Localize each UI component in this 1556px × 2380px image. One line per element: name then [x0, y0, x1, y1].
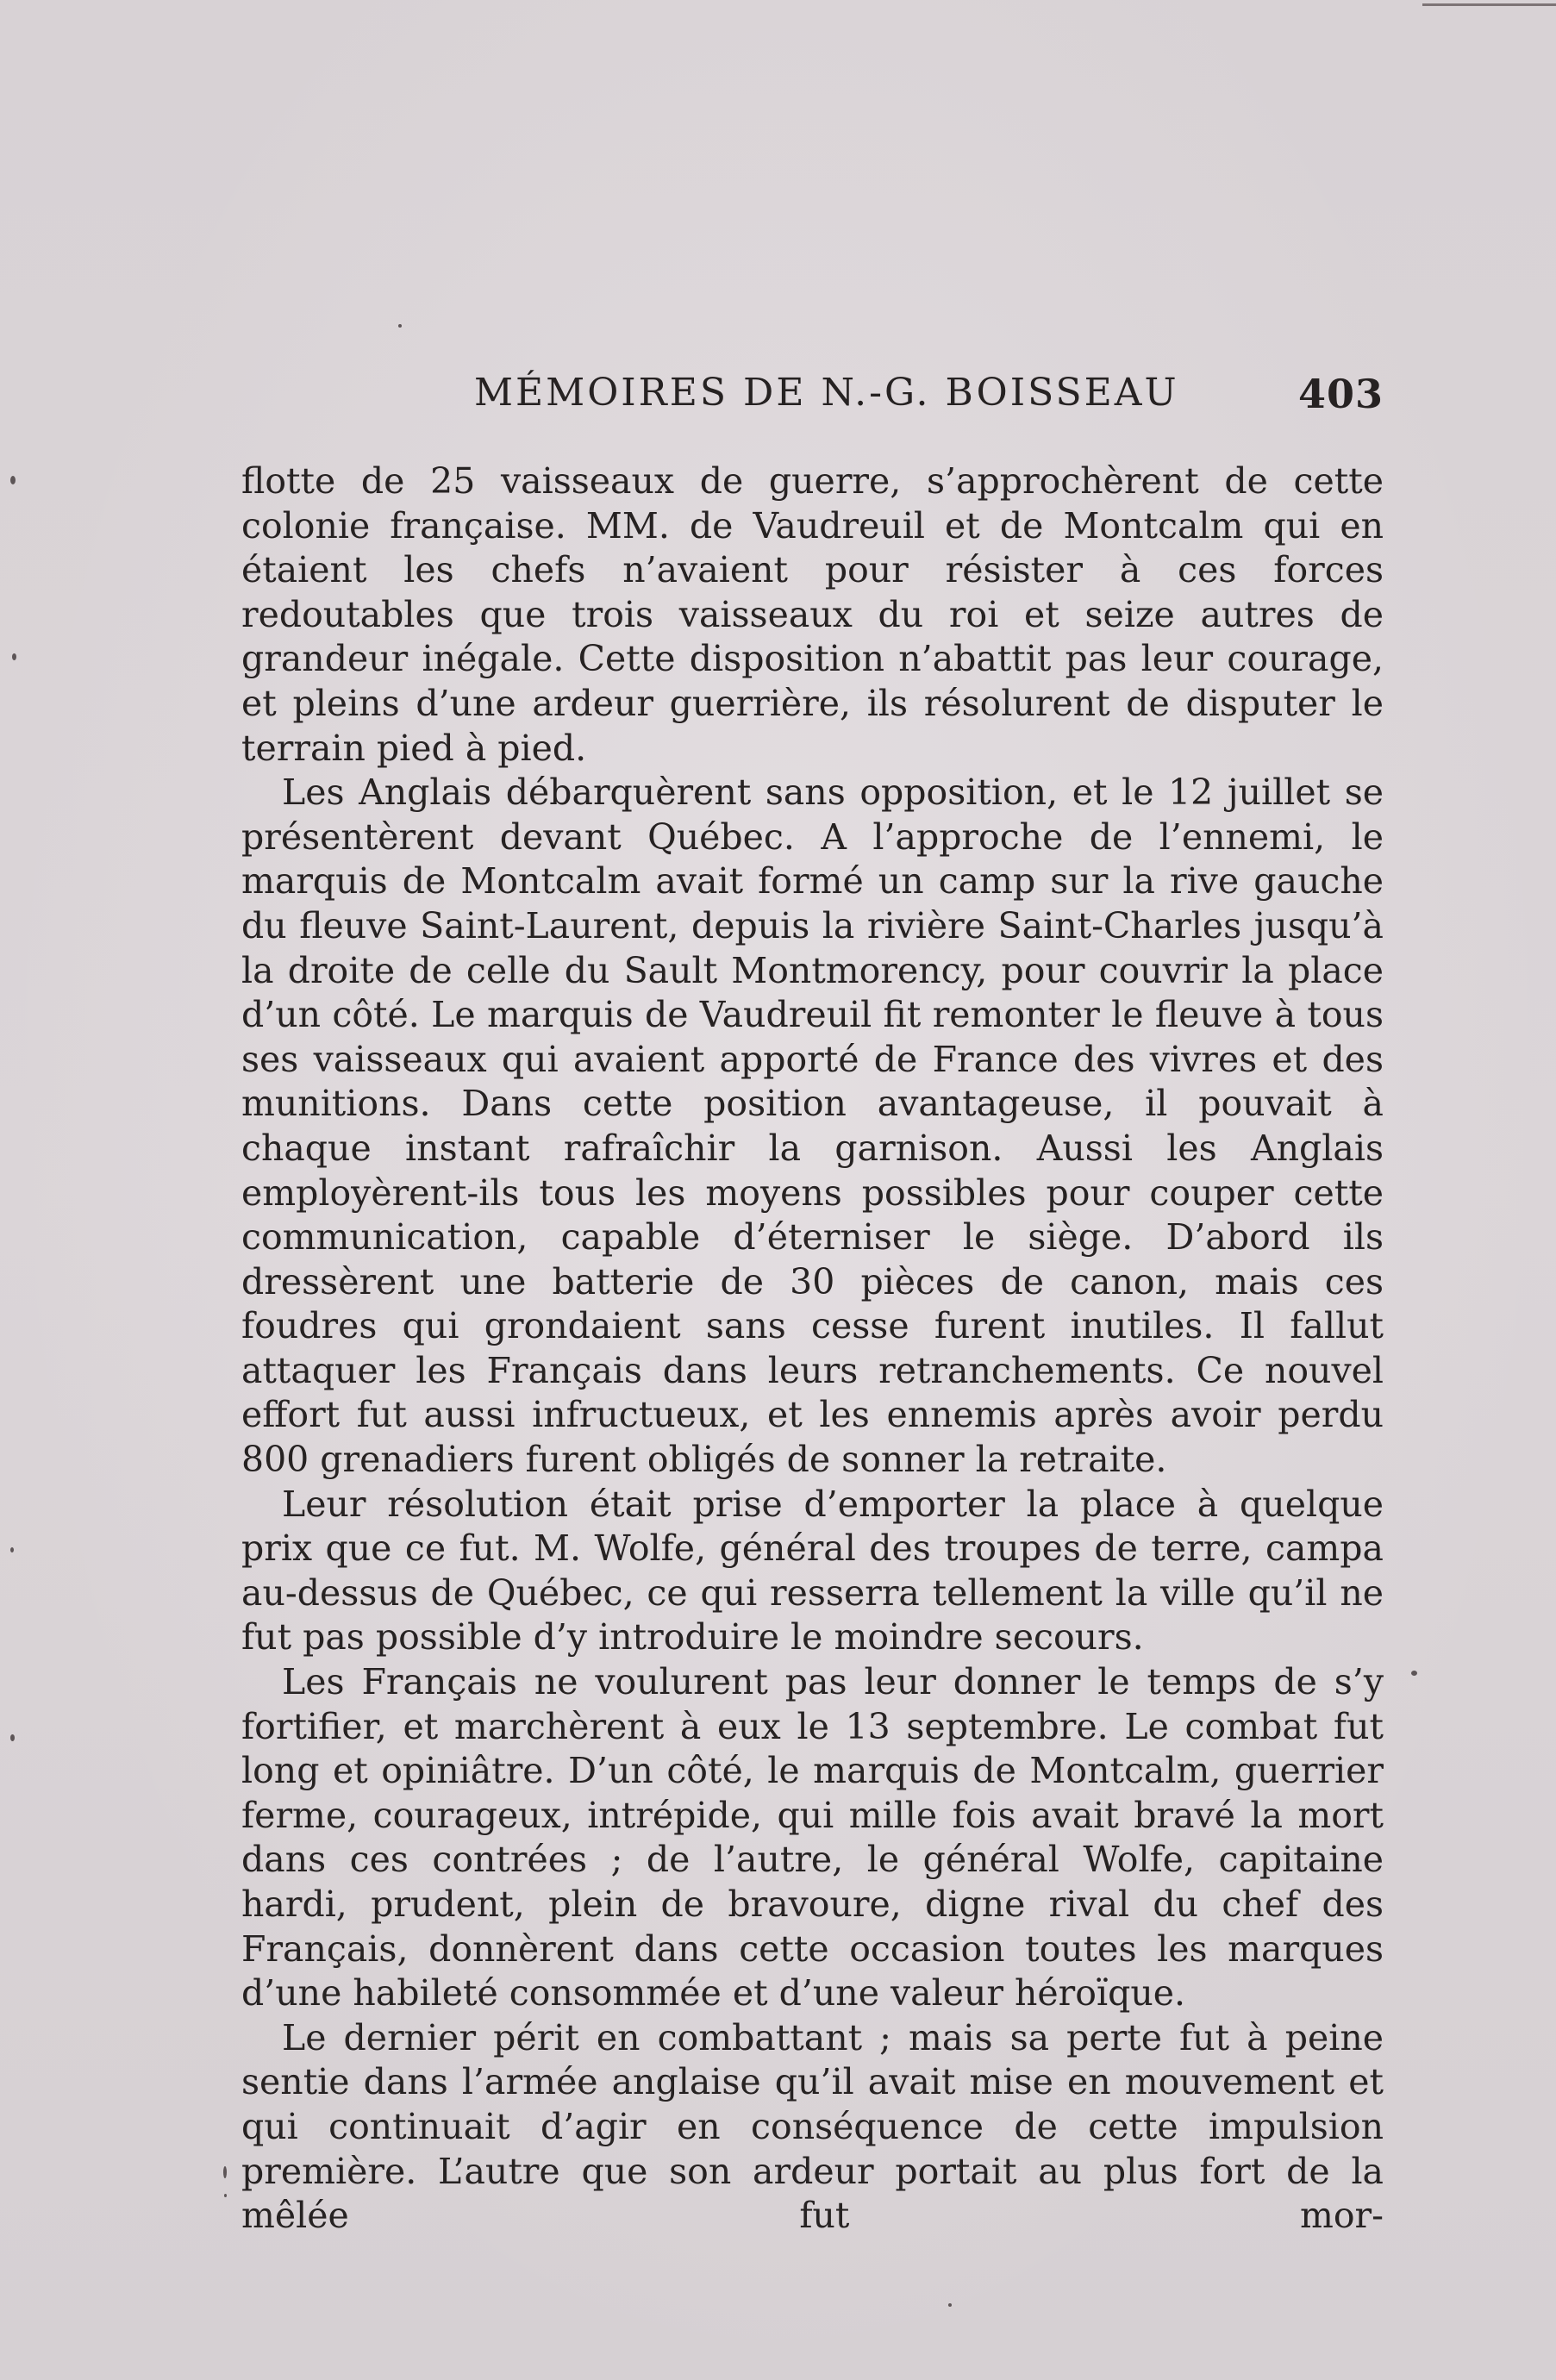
paragraph-4: Les Français ne voulurent pas leur donner le temps de s’y fortifier, et marchèrent à eux le 13 septembre. Le combat fut long et opiniâtre. D’un côté, le marquis de Montcalm, guerrier ferme, courageux, intrépide, qui mille fois avait bravé la mort dans ces contrées ; de l’autre, le général Wolfe, capitaine hardi, prudent, plein de bravoure, digne rival du chef des Français, donnèrent dans cette occasion toutes les marques d’une habileté consommée et d’une valeur héroïque.: [241, 1661, 1384, 2015]
paper-speck: [10, 476, 16, 484]
running-head: [241, 371, 1384, 422]
body-text: [241, 459, 1384, 2239]
top-edge-rule: [1422, 3, 1556, 6]
paragraph-5: Le dernier périt en combattant ; mais sa perte fut à peine sentie dans l’armée anglaise qu’il avait mise en mouvement et qui continuait d’agir en conséquence de cette impulsion première. L’autre que son ardeur portait au plus fort de la mêlée fut mor-: [241, 2016, 1384, 2237]
paper-speck: [223, 2166, 227, 2178]
paragraph-1: flotte de 25 vaisseaux de guerre, s’approchèrent de cette colonie française. MM. de Vaudreuil et de Montcalm qui en étaient les chefs n’avaient pour résister à ces forces redoutables que trois vaisseaux du roi et seize autres de grandeur inégale. Cette disposition n’abattit pas leur courage, et pleins d’une ardeur guerrière, ils résolurent de disputer le terrain pied à pied.: [241, 460, 1384, 769]
paper-speck: [224, 2194, 227, 2197]
paper-speck: [10, 1734, 15, 1741]
paragraph-3: Leur résolution était prise d’emporter la place à quelque prix que ce fut. M. Wolfe, général des troupes de terre, campa au-dessus de Québec, ce qui resserra tellement la ville qu’il ne fut pas possible d’y introduire le moindre secours.: [241, 1483, 1384, 1659]
paper-speck: [12, 653, 16, 660]
running-head-title: MÉMOIRES DE N.-G. BOISSEAU: [474, 371, 1179, 415]
page-number: 403: [1297, 371, 1384, 417]
paper-speck: [10, 1547, 14, 1552]
paper-speck: [398, 324, 402, 328]
paragraph-2: Les Anglais débarquèrent sans opposition, et le 12 juillet se présentèrent devant Québec. A l’approche de l’ennemi, le marquis de Montcalm avait formé un camp sur la rive gauche du fleuve Saint-Laurent, depuis la rivière Saint-Charles jusqu’à la droite de celle du Sault Montmorency, pour couvrir la place d’un côté. Le marquis de Vaudreuil fit remonter le fleuve à tous ses vaisseaux qui avaient apporté de France des vivres et des munitions. Dans cette position avantageuse, il pouvait à chaque instant rafraîchir la garnison. Aussi les Anglais employèrent-ils tous les moyens possibles pour couper cette communication, capable d’éterniser le siège. D’abord ils dressèrent une batterie de 30 pièces de canon, mais ces foudres qui grondaient sans cesse furent inutiles. Il fallut attaquer les Français dans leurs retranchements. Ce nouvel effort fut aussi infructueux, et les ennemis après avoir perdu 800 grenadiers furent obligés de sonner la retraite.: [241, 771, 1384, 1481]
paper-speck: [1411, 1671, 1417, 1676]
paper-speck: [948, 2303, 952, 2307]
